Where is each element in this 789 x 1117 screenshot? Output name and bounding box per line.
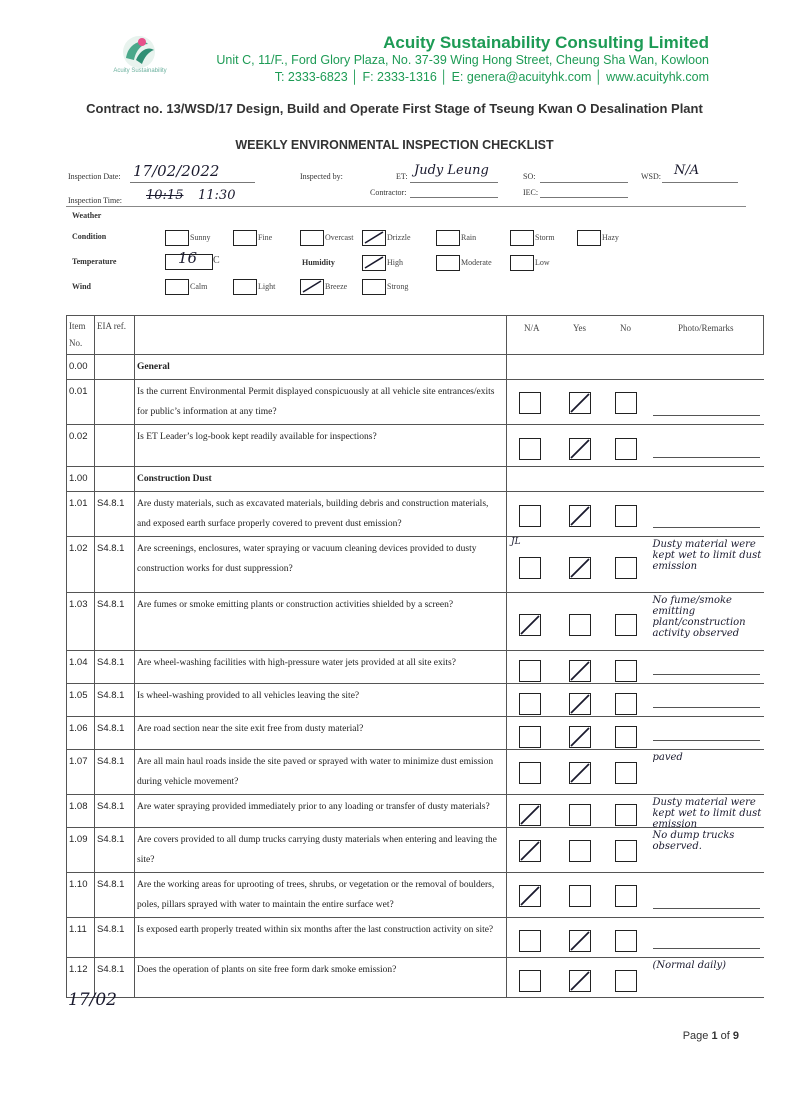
item-number: 0.02 [67,425,95,467]
mark-cell-no [603,537,649,593]
mark-cell-na [507,425,557,467]
remarks-cell [649,355,764,380]
inspection-time-struck: 10:15 [146,188,184,203]
checkbox-yes[interactable] [569,392,591,414]
item-number: 1.04 [67,651,95,684]
checkmark-icon [520,886,540,906]
humidity-high-checkbox[interactable] [362,255,386,271]
eia-ref: S4.8.1 [95,958,135,998]
condition-fine-label: Fine [258,233,273,242]
remark-line [653,707,760,708]
humidity-moderate-label: Moderate [461,258,492,267]
checkbox-yes[interactable] [569,840,591,862]
mark-cell-na [507,795,557,828]
checkbox-na[interactable] [519,970,541,992]
company-logo-icon [112,30,166,84]
item-number: 1.00 [67,467,95,492]
remarks-cell[interactable] [649,537,764,593]
remarks-cell[interactable] [649,492,764,537]
inspection-date-value[interactable]: 17/02/2022 [133,162,220,180]
condition-hazy-label: Hazy [602,233,619,242]
inspection-date-label: Inspection Date: [68,172,121,181]
checkmark-icon [570,393,590,413]
checkmark-icon [520,615,540,635]
so-label: SO: [523,172,536,181]
mark-cell-no [603,750,649,795]
mark-cell-no [603,651,649,684]
question-text: Are covers provided to all dump trucks carrying dusty materials when entering and leaving the site? [135,828,507,873]
mark-cell-na [507,717,557,750]
humidity-high-label: High [387,258,403,267]
checkbox-no[interactable] [615,693,637,715]
condition-sunny-label: Sunny [190,233,211,242]
temperature-unit: C [213,255,220,266]
checkbox-yes[interactable] [569,660,591,682]
wind-light-label: Light [258,282,276,291]
mark-cell-na [507,651,557,684]
mark-cell-yes [557,828,603,873]
humidity-low-label: Low [535,258,550,267]
checkmark-icon [570,661,590,681]
col-remarks-header: Photo/Remarks [649,316,764,355]
col-eia-header: EIA ref. [95,316,135,355]
eia-ref: S4.8.1 [95,684,135,717]
checkbox-na[interactable] [519,392,541,414]
remark-text: No dump trucks observed. [652,830,735,852]
checkmark-icon [363,231,385,245]
wsd-value[interactable]: N/A [674,163,700,178]
question-text: Are water spraying provided immediately prior to any loading or transfer of dusty materials? [135,795,507,828]
checkbox-na[interactable] [519,930,541,952]
mark-cell-na [507,537,557,593]
condition-label: Condition [72,232,107,241]
table-row [67,828,764,873]
mark-cell-no [603,873,649,918]
item-number: 1.05 [67,684,95,717]
mark-cell-na [507,684,557,717]
checkmark-icon [520,805,540,825]
remarks-cell[interactable] [649,750,764,795]
eia-ref: S4.8.1 [95,873,135,918]
mark-cell-yes [557,355,603,380]
checkbox-na[interactable] [519,505,541,527]
eia-ref [95,380,135,425]
checkbox-yes[interactable] [569,726,591,748]
checkbox-na[interactable] [519,885,541,907]
col-question-header [135,316,507,355]
checkbox-na[interactable] [519,762,541,784]
mark-cell-no [603,355,649,380]
table-row [67,918,764,958]
eia-ref: S4.8.1 [95,717,135,750]
logo-text: Acuity Sustainability [113,68,167,74]
checkbox-na[interactable] [519,557,541,579]
eia-ref: S4.8.1 [95,918,135,958]
wsd-label: WSD: [641,172,661,181]
eia-ref: S4.8.1 [95,795,135,828]
checkbox-no[interactable] [615,438,637,460]
question-text: Are fumes or smoke emitting plants or construction activities shielded by a screen? [135,593,507,651]
remarks-cell[interactable] [649,828,764,873]
condition-overcast-checkbox[interactable] [300,230,324,246]
mark-cell-na [507,593,557,651]
mark-cell-na [507,958,557,998]
et-label: ET: [396,172,408,181]
company-address: Unit C, 11/F., Ford Glory Plaza, No. 37-39 Wing Hong Street, Cheung Sha Wan, Kowloon [216,53,709,67]
table-row [67,593,764,651]
checkbox-no[interactable] [615,557,637,579]
item-number: 1.02 [67,537,95,593]
contractor-label: Contractor: [370,188,407,197]
mark-cell-yes [557,492,603,537]
col-yes-header: Yes [557,316,603,355]
item-number: 1.07 [67,750,95,795]
remarks-cell [649,467,764,492]
temperature-label: Temperature [72,257,117,266]
eia-ref: S4.8.1 [95,750,135,795]
company-contact: T: 2333-6823 │ F: 2333-1316 │ E: genera@acuityhk.com │ www.acuityhk.com [274,70,709,84]
mark-cell-no [603,958,649,998]
mark-cell-na [507,918,557,958]
table-row [67,684,764,717]
checkbox-no[interactable] [615,392,637,414]
eia-ref [95,355,135,380]
remarks-cell[interactable] [649,593,764,651]
question-text: Is ET Leader’s log-book kept readily available for inspections? [135,425,507,467]
checkmark-icon [570,439,590,459]
item-number: 1.12 [67,958,95,998]
mark-cell-no [603,717,649,750]
table-row [67,537,764,593]
question-text: Are all main haul roads inside the site paved or sprayed with water to minimize dust emission during vehicle movement? [135,750,507,795]
remarks-cell[interactable] [649,717,764,750]
checkbox-na[interactable] [519,438,541,460]
checkbox-no[interactable] [615,930,637,952]
checkbox-na[interactable] [519,614,541,636]
remarks-cell[interactable] [649,684,764,717]
humidity-low-checkbox[interactable] [510,255,534,271]
remark-text: Dusty material were kept wet to limit dust emission [652,539,762,572]
mark-cell-na [507,828,557,873]
condition-storm-checkbox[interactable] [510,230,534,246]
checklist-table [66,315,764,998]
mark-cell-na [507,873,557,918]
question-text: Are road section near the site exit free from dusty material? [135,717,507,750]
eia-ref: S4.8.1 [95,593,135,651]
table-row [67,467,764,492]
table-row [67,492,764,537]
section-heading: General [135,355,507,380]
mark-cell-yes [557,651,603,684]
table-header-row [67,316,764,355]
condition-drizzle-label: Drizzle [387,233,411,242]
checkmark-icon [570,971,590,991]
question-text: Is wheel-washing provided to all vehicles leaving the site? [135,684,507,717]
checkbox-na[interactable] [519,660,541,682]
mark-cell-na [507,355,557,380]
eia-ref: S4.8.1 [95,828,135,873]
mark-cell-yes [557,380,603,425]
wind-breeze-checkbox[interactable] [300,279,324,295]
checkbox-yes[interactable] [569,505,591,527]
na-initials: JL [511,537,521,547]
table-row [67,651,764,684]
wind-calm-label: Calm [190,282,208,291]
remarks-cell[interactable] [649,380,764,425]
remark-text: Dusty material were kept wet to limit dust emission [652,797,762,830]
question-text: Are dusty materials, such as excavated materials, building debris and construction materials, and exposed earth surface properly covered to prevent dust emission? [135,492,507,537]
remarks-cell[interactable] [649,425,764,467]
condition-storm-label: Storm [535,233,555,242]
table-row [67,355,764,380]
wind-light-checkbox[interactable] [233,279,257,295]
question-text: Are the working areas for uprooting of trees, shrubs, or vegetation or the removal of boulders, poles, pillars sprayed with water to maintain the entire surface wet? [135,873,507,918]
checkbox-no[interactable] [615,660,637,682]
table-row [67,873,764,918]
remarks-cell[interactable] [649,873,764,918]
page-title: WEEKLY ENVIRONMENTAL INSPECTION CHECKLIST [235,138,554,152]
checkmark-icon [363,256,385,270]
remarks-cell[interactable] [649,795,764,828]
condition-drizzle-checkbox[interactable] [362,230,386,246]
humidity-label: Humidity [302,258,335,267]
item-number: 1.03 [67,593,95,651]
item-number: 1.10 [67,873,95,918]
mark-cell-no [603,828,649,873]
mark-cell-no [603,684,649,717]
checkmark-icon [301,280,323,294]
checkmark-icon [520,841,540,861]
checkmark-icon [570,506,590,526]
table-row [67,380,764,425]
mark-cell-yes [557,684,603,717]
remarks-cell[interactable] [649,651,764,684]
remark-line [653,674,760,675]
mark-cell-no [603,795,649,828]
checkbox-yes[interactable] [569,762,591,784]
mark-cell-yes [557,593,603,651]
col-item-header: Item No. [67,316,95,355]
question-text: Is the current Environmental Permit displayed conspicuously at all vehicle site entrances/exits for public’s information at any time? [135,380,507,425]
page-number: Page 1 of 9 [682,1030,739,1042]
table-row [67,717,764,750]
remark-line [653,948,760,949]
checkmark-icon [570,727,590,747]
remark-text: (Normal daily) [652,960,727,971]
item-number: 1.08 [67,795,95,828]
question-text: Are screenings, enclosures, water spraying or vacuum cleaning devices provided to dusty construction works for dust suppression? [135,537,507,593]
inspected-by-label: Inspected by: [300,172,343,181]
checkbox-no[interactable] [615,840,637,862]
mark-cell-yes [557,467,603,492]
item-number: 1.09 [67,828,95,873]
eia-ref: S4.8.1 [95,651,135,684]
remarks-cell[interactable] [649,958,764,998]
weather-label: Weather [72,211,102,220]
mark-cell-yes [557,425,603,467]
table-row [67,425,764,467]
eia-ref [95,467,135,492]
remark-line [653,527,760,528]
checkbox-no[interactable] [615,885,637,907]
condition-rain-checkbox[interactable] [436,230,460,246]
checkbox-yes[interactable] [569,970,591,992]
item-number: 0.00 [67,355,95,380]
mark-cell-na [507,380,557,425]
checkbox-na[interactable] [519,804,541,826]
checkbox-na[interactable] [519,726,541,748]
mark-cell-no [603,918,649,958]
mark-cell-no [603,593,649,651]
wind-label: Wind [72,282,91,291]
checkmark-icon [570,763,590,783]
humidity-moderate-checkbox[interactable] [436,255,460,271]
checkbox-yes[interactable] [569,614,591,636]
iec-label: IEC: [523,188,539,197]
mark-cell-na [507,467,557,492]
mark-cell-yes [557,717,603,750]
mark-cell-no [603,425,649,467]
checkbox-no[interactable] [615,614,637,636]
checkbox-na[interactable] [519,840,541,862]
checkbox-na[interactable] [519,693,541,715]
mark-cell-no [603,380,649,425]
question-text: Is exposed earth properly treated within six months after the last construction activity on site? [135,918,507,958]
condition-overcast-label: Overcast [325,233,354,242]
mark-cell-yes [557,795,603,828]
checkmark-icon [570,694,590,714]
checkbox-no[interactable] [615,970,637,992]
checkmark-icon [570,558,590,578]
mark-cell-no [603,467,649,492]
mark-cell-yes [557,537,603,593]
checkbox-yes[interactable] [569,557,591,579]
remark-line [653,457,760,458]
item-number: 1.11 [67,918,95,958]
wind-calm-checkbox[interactable] [165,279,189,295]
remark-text: No fume/smoke emitting plant/construction activity observed [652,595,746,639]
inspection-time-label: Inspection Time: [68,196,123,205]
checkbox-yes[interactable] [569,885,591,907]
eia-ref: S4.8.1 [95,492,135,537]
condition-hazy-checkbox[interactable] [577,230,601,246]
section-heading: Construction Dust [135,467,507,492]
remark-line [653,740,760,741]
mark-cell-no [603,492,649,537]
inspection-time-value[interactable]: 11:30 [198,188,236,203]
remark-line [653,415,760,416]
mark-cell-na [507,492,557,537]
mark-cell-yes [557,750,603,795]
condition-fine-checkbox[interactable] [233,230,257,246]
checkbox-no[interactable] [615,505,637,527]
question-text: Does the operation of plants on site free form dark smoke emission? [135,958,507,998]
checkbox-yes[interactable] [569,693,591,715]
condition-rain-label: Rain [461,233,477,242]
company-name: Acuity Sustainability Consulting Limited [383,33,709,52]
checkbox-no[interactable] [615,726,637,748]
item-number: 1.01 [67,492,95,537]
temperature-value: 16 [178,249,198,267]
wind-strong-label: Strong [387,282,409,291]
checkbox-yes[interactable] [569,438,591,460]
et-value[interactable]: Judy Leung [414,163,489,178]
condition-sunny-checkbox[interactable] [165,230,189,246]
item-number: 1.06 [67,717,95,750]
eia-ref [95,425,135,467]
remark-line [653,908,760,909]
table-row [67,795,764,828]
remarks-cell[interactable] [649,918,764,958]
remark-text: paved [652,752,683,763]
wind-breeze-label: Breeze [325,282,348,291]
table-row [67,750,764,795]
mark-cell-yes [557,918,603,958]
contract-title: Contract no. 13/WSD/17 Design, Build and Operate First Stage of Tseung Kwan O Desalination Plant [86,101,703,116]
col-no-header: No [603,316,649,355]
checkmark-icon [570,931,590,951]
eia-ref: S4.8.1 [95,537,135,593]
wind-strong-checkbox[interactable] [362,279,386,295]
checkbox-no[interactable] [615,762,637,784]
footer-date-note: 17/02 [68,990,117,1010]
mark-cell-na [507,750,557,795]
item-number: 0.01 [67,380,95,425]
checkbox-yes[interactable] [569,804,591,826]
checkbox-no[interactable] [615,804,637,826]
checkbox-yes[interactable] [569,930,591,952]
mark-cell-yes [557,958,603,998]
table-row [67,958,764,998]
mark-cell-yes [557,873,603,918]
question-text: Are wheel-washing facilities with high-pressure water jets provided at all site exits? [135,651,507,684]
col-na-header: N/A [507,316,557,355]
